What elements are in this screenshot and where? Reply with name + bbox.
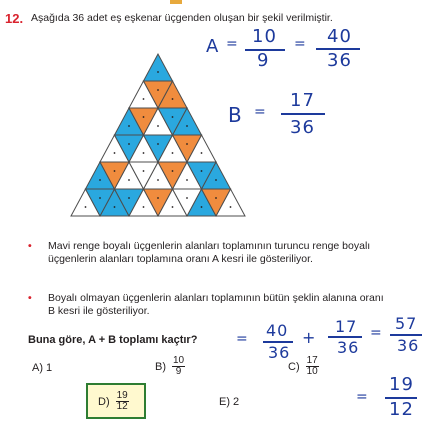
handwritten-result-equals: = (356, 389, 369, 405)
triangle-center-dot (143, 116, 145, 118)
triangle-center-dot (114, 152, 116, 154)
handwritten-a-equals-2: = (294, 36, 307, 52)
handwritten-b-num: 17 (290, 90, 315, 111)
handwritten-sum-n3: 57 (395, 314, 418, 333)
triangle-center-dot (157, 125, 159, 127)
triangle-up-blue (144, 54, 173, 81)
bullet-b-condition (28, 292, 383, 320)
question-number: 12. (5, 11, 24, 26)
handwritten-sum-n1: 40 (266, 321, 289, 340)
handwritten-b-den: 36 (290, 117, 315, 138)
triangle-center-dot (128, 125, 130, 127)
handwritten-sum-d3: 36 (397, 336, 420, 355)
bullet-text: Mavi renge boyalı üçgenlerin alanları toplamının turuncu renge boyalı üçgenlerin alanları toplamına oranı A kesri ile gösteriliyor. (48, 240, 371, 265)
triangle-center-dot (157, 89, 159, 91)
handwritten-a-label: A (206, 36, 220, 57)
option-d-num: 19 (116, 390, 128, 401)
option-e[interactable] (219, 396, 239, 408)
handwritten-sum-d2: 36 (337, 338, 360, 357)
triangle-center-dot (201, 170, 203, 172)
option-b[interactable] (155, 356, 185, 377)
triangle-center-dot (172, 206, 174, 208)
option-c-den: 10 (306, 366, 318, 377)
triangle-center-dot (186, 179, 188, 181)
triangle-center-dot (186, 125, 188, 127)
triangle-center-dot (157, 71, 159, 73)
triangle-center-dot (172, 170, 174, 172)
option-e-label: E) 2 (219, 396, 240, 408)
triangle-center-dot (230, 206, 232, 208)
handwritten-sum-n2: 17 (335, 317, 358, 336)
bullet-a-condition (28, 240, 383, 280)
handwritten-a-frac1-num: 10 (252, 26, 277, 47)
handwritten-a-frac1-den: 9 (257, 50, 270, 71)
question-ask: Buna göre, A + B toplamı kaçtır? (28, 334, 198, 346)
option-b-num: 10 (173, 355, 185, 366)
triangle-center-dot (157, 197, 159, 199)
triangle-center-dot (201, 206, 203, 208)
question-stem: Aşağıda 36 adet eş eşkenar üçgenden oluşan bir şekil verilmiştir. (31, 12, 333, 24)
triangle-center-dot (215, 179, 217, 181)
triangle-center-dot (99, 197, 101, 199)
option-d-fraction (116, 391, 129, 412)
handwritten-sum-equals-2: = (370, 325, 383, 341)
option-a[interactable] (32, 362, 52, 374)
handwritten-sum-plus: + (302, 328, 317, 347)
option-d-den: 12 (116, 401, 128, 412)
triangle-center-dot (143, 170, 145, 172)
handwritten-sum-equals: = (236, 331, 249, 347)
option-c[interactable] (288, 356, 319, 377)
option-d-label: D) (98, 395, 110, 408)
triangle-center-dot (172, 116, 174, 118)
triangle-center-dot (157, 179, 159, 181)
triangle-center-dot (128, 143, 130, 145)
handwritten-b-bar (281, 113, 325, 115)
triangle-center-dot (172, 152, 174, 154)
handwritten-b-label: B (228, 103, 243, 127)
triangle-center-dot (114, 170, 116, 172)
handwritten-a-frac2-num: 40 (327, 26, 352, 47)
triangle-center-dot (143, 206, 145, 208)
triangle-center-dot (114, 206, 116, 208)
triangle-center-dot (143, 152, 145, 154)
option-c-label: C) (288, 360, 300, 373)
option-b-den: 9 (175, 366, 182, 377)
triangle-center-dot (186, 143, 188, 145)
handwritten-result-num: 19 (389, 374, 414, 395)
pencil-mark-decoration (170, 0, 182, 4)
handwritten-result-den: 12 (389, 399, 414, 420)
option-b-fraction (172, 356, 185, 377)
triangle-center-dot (172, 98, 174, 100)
handwritten-a-equals: = (226, 36, 239, 52)
option-c-fraction (306, 356, 319, 377)
triangle-center-dot (215, 197, 217, 199)
option-b-label: B) (155, 360, 166, 373)
triangle-center-dot (143, 98, 145, 100)
option-a-label: A) 1 (32, 362, 53, 374)
triangle-center-dot (99, 179, 101, 181)
triangle-center-dot (186, 197, 188, 199)
triangle-center-dot (201, 152, 203, 154)
handwritten-a-frac2-den: 36 (327, 50, 352, 71)
triangle-figure (70, 50, 250, 220)
bullet-text: Boyalı olmayan üçgenlerin alanları toplamının bütün şeklin alanına oranı B kesri ile gösteriliyor. (48, 292, 384, 317)
option-c-num: 17 (306, 355, 318, 366)
triangle-center-dot (85, 206, 87, 208)
handwritten-b-equals: = (254, 104, 267, 120)
bullet-marker: • (28, 240, 32, 252)
bullet-marker: • (28, 292, 32, 304)
option-d[interactable] (98, 391, 129, 412)
triangle-center-dot (128, 179, 130, 181)
triangle-center-dot (157, 143, 159, 145)
handwritten-sum-d1: 36 (268, 343, 291, 362)
triangle-center-dot (128, 197, 130, 199)
